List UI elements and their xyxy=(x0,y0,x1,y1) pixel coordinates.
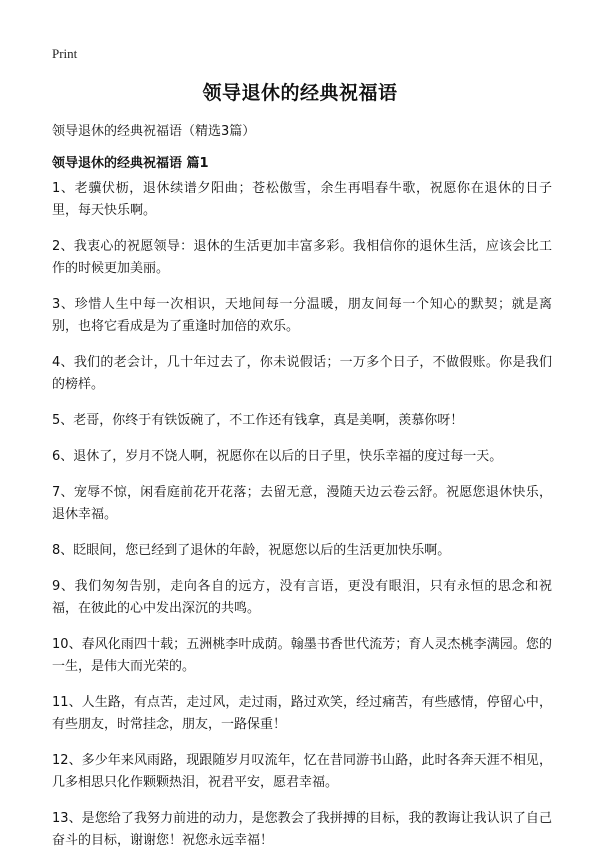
list-item: 6、退休了，岁月不饶人啊，祝愿你在以后的日子里，快乐幸福的度过每一天。 xyxy=(52,449,503,464)
list-item: 9、我们匆匆告别，走向各自的远方，没有言语，更没有眼泪，只有永恒的思念和祝福，在彼此的心中发出深沉的共鸣。 xyxy=(52,579,552,616)
list-item: 3、珍惜人生中每一次相识，天地间每一分温暖，朋友间每一个知心的默契；就是离别，也将它看成是为了重逢时加倍的欢乐。 xyxy=(52,297,552,334)
list-item: 13、是您给了我努力前进的动力，是您教会了我拼搏的目标，我的教诲让我认识了自己奋斗的目标，谢谢您！祝您永远幸福！ xyxy=(52,811,552,848)
list-item: 5、老哥，你终于有铁饭碗了，不工作还有钱拿，真是美啊，羡慕你呀！ xyxy=(52,413,464,428)
list-item: 8、眨眼间，您已经到了退休的年龄，祝愿您以后的生活更加快乐啊。 xyxy=(52,543,451,558)
list-item: 10、春风化雨四十载；五洲桃李叶成荫。翰墨书香世代流芳；育人灵杰桃李满园。您的一生，是伟大而光荣的。 xyxy=(52,637,552,674)
list-item: 11、人生路，有点苦，走过风，走过雨，路过欢笑，经过痛苦，有些感情，停留心中，有些朋友，时常挂念，朋友，一路保重！ xyxy=(52,695,552,732)
list-item: 4、我们的老会计，几十年过去了，你未说假话；一万多个日子，不做假账。你是我们的榜样。 xyxy=(52,355,552,392)
list-item: 7、宠辱不惊，闲看庭前花开花落；去留无意，漫随天边云卷云舒。祝愿您退休快乐，退休幸福。 xyxy=(52,485,552,522)
document-subtitle: 领导退休的经典祝福语（精选3篇） xyxy=(52,124,256,139)
print-link[interactable]: Print xyxy=(52,46,78,61)
section-heading: 领导退休的经典祝福语 篇1 xyxy=(52,156,209,171)
list-item: 2、我衷心的祝愿领导：退休的生活更加丰富多彩。我相信你的退休生活，应该会比工作的时候更加美丽。 xyxy=(52,239,552,276)
list-item: 12、多少年来风雨路，现跟随岁月叹流年，忆在昔同游书山路，此时各奔天涯不相见，几多相思只化作颗颗热泪，祝君平安，愿君幸福。 xyxy=(52,753,552,790)
page-title: 领导退休的经典祝福语 xyxy=(202,82,398,104)
blessing-list xyxy=(52,178,552,866)
list-item: 1、老骥伏枥，退休续谱夕阳曲；苍松傲雪，余生再唱春牛歌，祝愿你在退休的日子里，每天快乐啊。 xyxy=(52,181,552,218)
